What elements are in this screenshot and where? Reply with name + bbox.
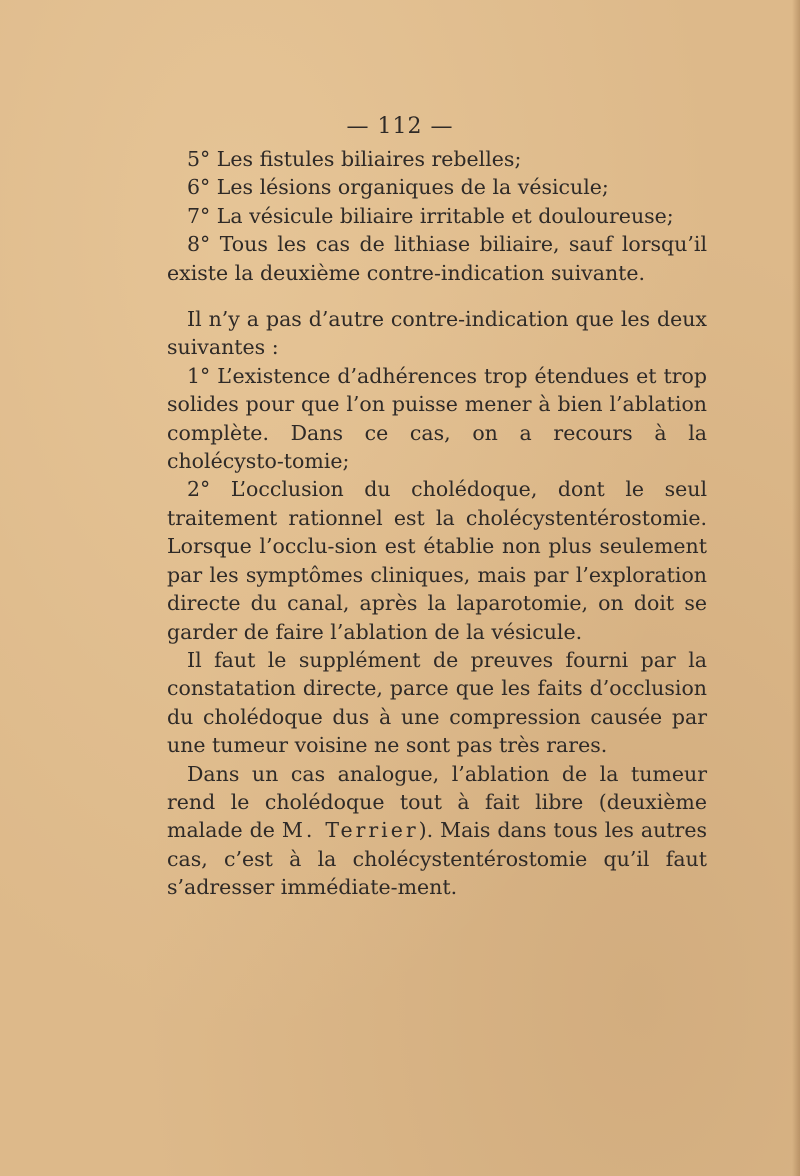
body-text (167, 145, 707, 902)
paragraph-intro: Il n’y a pas d’autre contre-indication que les deux suivantes : (167, 307, 707, 360)
contra-indication-2: 2° L’occlusion du cholédoque, dont le seul traitement rationnel est la cholécystentérostomie. Lorsque l’occlu-sion est établie non plus seulement par les symptômes cliniques, mais par l’exploration directe du canal, après la laparotomie, on doit se garder de faire l’ablation de la vésicule. (167, 477, 707, 644)
list-item-6: 6° Les lésions organiques de la vésicule; (187, 175, 609, 200)
contra-indication-1: 1° L’existence d’adhérences trop étendues et trop solides pour que l’on puisse mener à bien l’ablation complète. Dans ce cas, on a recours à la cholécysto-tomie; (167, 363, 707, 474)
paragraph-case-after: ). Mais dans tous les autres cas, c’est à la cholécystentérostomie qu’il faut s’adresser immédiate-ment. (167, 818, 707, 900)
paragraph-case (167, 760, 707, 902)
page-number: — 112 — (346, 114, 454, 139)
list-item-8: 8° Tous les cas de lithiase biliaire, sauf lorsqu’il existe la deuxième contre-indication suivante. (167, 232, 707, 285)
list-item-7: 7° La vésicule biliaire irritable et douloureuse; (187, 203, 674, 228)
list-item-5: 5° Les fistules biliaires rebelles; (187, 147, 522, 171)
author-name: M. Terrier (281, 818, 419, 843)
paragraph-case-before: Dans un cas analogue, l’ablation de la tumeur rend le cholédoque tout à fait libre (deuxième malade de (167, 761, 707, 843)
page-edge-shadow (792, 0, 800, 1176)
paragraph-proof: Il faut le supplément de preuves fourni par la constatation directe, parce que les faits d’occlusion du cholédoque dus à une compression causée par une tumeur voisine ne sont pas très rares. (167, 647, 707, 758)
